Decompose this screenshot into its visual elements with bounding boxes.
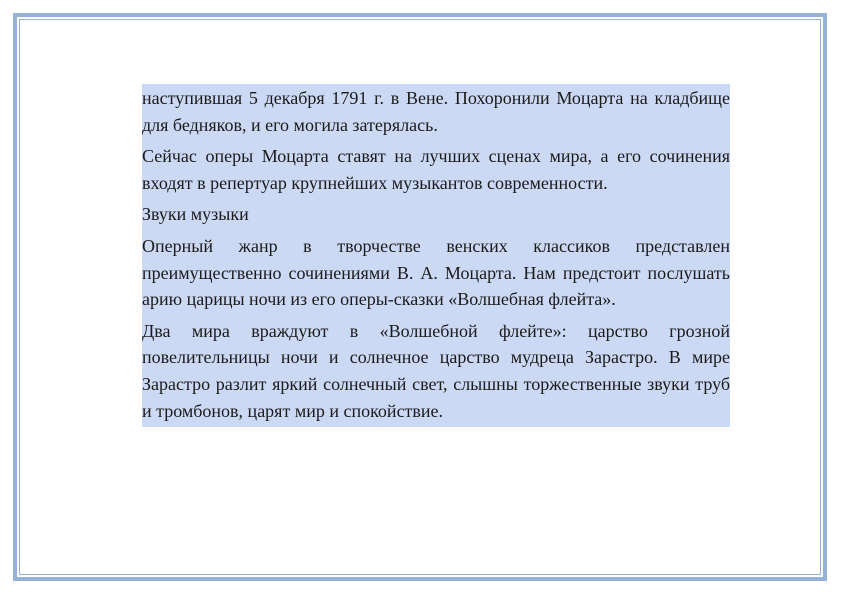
- paragraph-two-worlds: Два мира враждуют в «Волшебной флейте»: царство грозной повелительницы ночи и солнечное царство мудреца Зарастро. В мире Зарастро разлит яркий солнечный свет, слышны торжественные звуки труб и тромбонов, царят мир и спокойствие.: [142, 320, 730, 421]
- paragraph-mozart-operas-today: Сейчас оперы Моцарта ставят на лучших сценах мира, а его сочинения входят в репертуар крупнейших музыкантов современности.: [142, 146, 730, 193]
- section-heading-sounds-of-music: Звуки музыки: [142, 204, 249, 225]
- slide-text-box: [142, 84, 730, 427]
- paragraph-opera-genre: Оперный жанр в творчестве венских классиков представлен преимущественно сочинениями В. А. Моцарта. Нам предстоит послушать арию царицы ночи из его оперы-сказки «Волшебная флейта».: [142, 235, 730, 310]
- paragraph-mozart-burial: наступившая 5 декабря 1791 г. в Вене. Похоронили Моцарта на кладбище для бедняков, и его могила затерялась.: [142, 88, 730, 135]
